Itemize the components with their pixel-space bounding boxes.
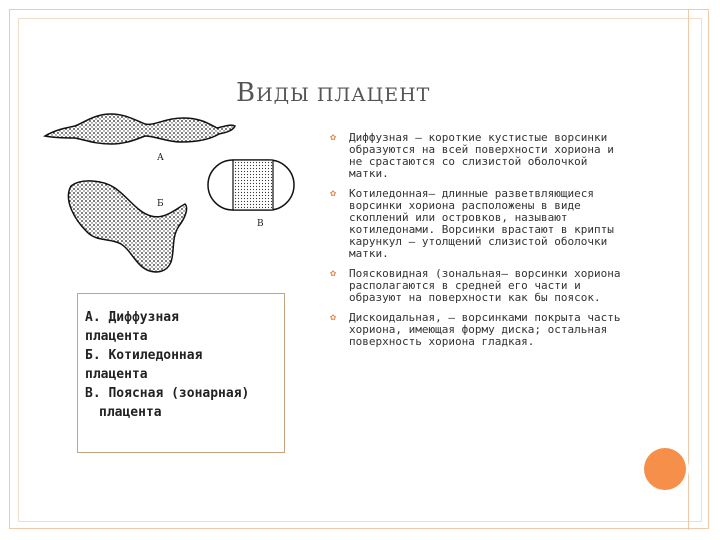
flower-bullet-icon: ✿	[330, 188, 337, 199]
slide-title-rest: ИДЫ ПЛАЦЕНТ	[256, 84, 431, 106]
diffuse-placenta-shape	[45, 114, 235, 144]
bullet-item	[330, 268, 630, 304]
bullet-text: Поясковидная (зональная— ворсинки хориона располагаются в средней его части и образуют на поверхности как бы поясок.	[349, 267, 621, 304]
zonary-band	[233, 160, 273, 210]
flower-bullet-icon: ✿	[330, 132, 337, 143]
placenta-illustration	[33, 104, 315, 284]
caption-line: плацента	[85, 367, 148, 382]
figure-label-v: В	[257, 219, 264, 229]
caption-line: плацента	[85, 329, 148, 344]
flower-bullet-icon: ✿	[330, 268, 337, 279]
bullet-text: Дискоидальная, — ворсинками покрыта часть хориона, имеющая форму диска; остальная поверхность хориона гладкая.	[349, 311, 621, 348]
bullet-item	[330, 132, 630, 180]
bullet-text: Диффузная — короткие кустистые ворсинки образуются на всей поверхности хориона и не срастаются со слизистой оболочкой матки.	[349, 131, 614, 180]
accent-circle	[644, 448, 686, 490]
figure-label-a: А	[157, 153, 164, 163]
flower-bullet-icon: ✿	[330, 312, 337, 323]
caption-line: Б. Котиледонная	[85, 348, 203, 363]
bullet-list	[330, 132, 630, 348]
bullet-item	[330, 312, 630, 348]
caption-line: плацента	[99, 405, 162, 420]
caption-box	[77, 293, 285, 453]
slide-right-rule	[688, 10, 689, 530]
slide-title-initial: В	[236, 78, 257, 108]
cotyledonary-placenta-shape	[68, 181, 186, 272]
bullet-item	[330, 188, 630, 260]
caption-line: А. Диффузная	[85, 310, 179, 325]
figure-label-b: Б	[157, 199, 164, 209]
bullet-text: Котиледонная— длинные разветвляющиеся ворсинки хориона расположены в виде скоплений или островков, называют котиледонами. Ворсинки врастают в крипты карункул — утолщений слизистой оболочки матки.	[349, 187, 614, 260]
caption-line: В. Поясная (зонарная)	[85, 386, 250, 401]
